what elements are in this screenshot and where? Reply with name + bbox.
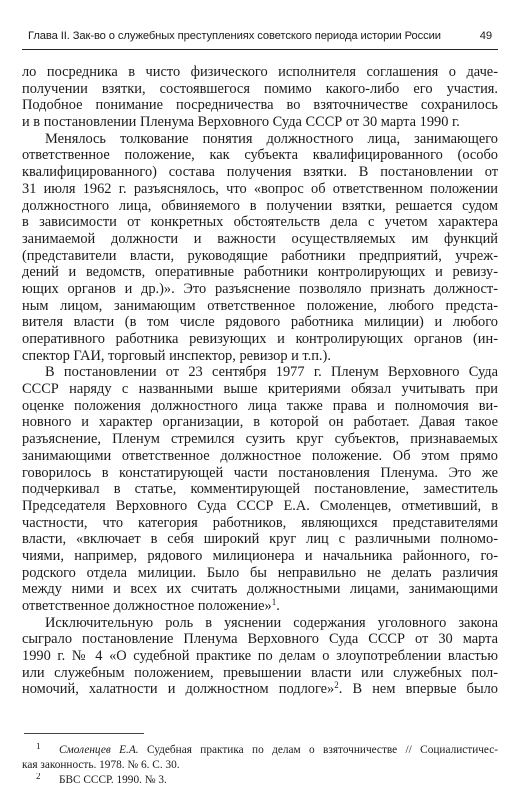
text-line: занимающими ответственное должностное положение. Об этом прямо xyxy=(22,447,498,464)
text-line: подчеркивал в статье, комментирующей постановление, заместитель xyxy=(22,481,498,498)
header-rule xyxy=(22,49,498,50)
footnotes xyxy=(22,743,498,788)
text-line: 1990 г. № 4 «О судебной практике по делам о злоупотреблении властью xyxy=(22,648,498,665)
text-line: ющих органов и др.)». Это разъяснение позволяло признать должност- xyxy=(22,280,498,297)
text-line: 31 июля 1962 г. разъяснялось, что «вопрос об ответственном положении xyxy=(22,180,498,197)
text-line: получении взятки, состоявшегося помимо какого-либо его участия. xyxy=(22,80,498,97)
footnote-reference: 1 xyxy=(271,598,277,607)
text-line: родского отдела милиции. Было бы неправильно не делать различия xyxy=(22,564,498,581)
footnote: 1 Смоленцев Е.А. Судебная практика по делам о взяточничестве // Социалистичес- xyxy=(36,743,498,756)
paragraph xyxy=(22,615,498,698)
text-line: вителя власти (в том числе рядового работника милиции) и любого xyxy=(22,314,498,331)
footnote-reference: 2 xyxy=(334,681,339,691)
text-line: ответственное положение, как субъекта квалифицированного (особо xyxy=(22,147,498,164)
text-line-content: В нем впервые было xyxy=(352,681,498,698)
paragraph xyxy=(22,131,498,365)
text-line-content: ответственное должностное положение» xyxy=(22,598,272,614)
text-line: ным лицом, занимающим ответственное положение, любого предста- xyxy=(22,297,498,314)
text-line: Исключительную роль в уяснении содержания уголовного закона xyxy=(45,614,498,631)
text-line: ответственное должностное положение»$^1$. xyxy=(22,598,280,614)
footnote-text: БВС СССР. 1990. № 3. xyxy=(59,774,167,786)
text-line: сыграло постановление Пленума Верховного Суда СССР от 30 марта xyxy=(22,631,498,648)
text-line: ло посредника в чисто физического исполнителя соглашения о даче- xyxy=(22,64,498,80)
text-line: оценке положения должностного лица также права и полномочия ви- xyxy=(22,397,498,414)
text-line: между ними и всех их считать должностными лицами, занимающими xyxy=(22,581,498,598)
running-head xyxy=(28,30,492,48)
text-line: СССР наряду с названными выше критериями обязал учитывать при xyxy=(22,381,498,398)
footnote-author: Смоленцев Е.А. xyxy=(59,744,139,756)
text-line: (представители власти, руководящие работники предприятий, учреж- xyxy=(22,247,498,264)
page-number: 49 xyxy=(479,30,492,42)
body-text xyxy=(22,64,498,698)
text-line: спектор ГАИ, торговый инспектор, ревизор и т.п.). xyxy=(22,347,331,364)
text-line: или служебным положением, превышении власти или служебных пол- xyxy=(22,664,498,681)
running-head-title: Глава II. Зак-во о служебных преступлениях советского периода истории России xyxy=(28,30,441,42)
footnote-text: Судебная практика по делам о взяточничестве // Социалистичес- xyxy=(146,744,498,756)
text-line: оперативного работника ревизующих и контролирующих органов (ин- xyxy=(22,331,498,347)
footnote: 2 БВС СССР. 1990. № 3. xyxy=(36,773,167,786)
text-line: власти, «включает в себя широкий круг лиц с различными полномо- xyxy=(22,531,498,548)
text-line: новного и характер организации, в которой он работает. Давая такое xyxy=(22,414,498,431)
text-line: частности, что категория работников, являющихся представителями xyxy=(22,514,498,531)
text-line: должностного лица, обвиняемого в получении взятки, решается судом xyxy=(22,197,498,214)
text-line: дений и ведомств, оперативные работники контролирующих и ревизу- xyxy=(22,264,498,281)
text-line: разъяснение, Пленум стремился сузить круг субъектов, признаваемых xyxy=(22,431,498,448)
footnote-continuation: кая законность. 1978. № 6. С. 30. xyxy=(22,759,180,771)
paragraph xyxy=(22,364,498,614)
text-line: В постановлении от 23 сентября 1977 г. Пленум Верховного Суда xyxy=(45,364,498,381)
text-line: и в постановлении Пленума Верховного Суда СССР от 30 марта 1990 г. xyxy=(22,114,460,131)
text-line: в зависимости от конкретных обстоятельств дела с учетом характера xyxy=(22,214,498,231)
text-line: Менялось толкование понятия должностного лица, занимающего xyxy=(45,130,498,147)
text-line: квалифицированного) состава получения взятки. В постановлении от xyxy=(22,164,498,181)
text-line: чиями, например, рядового милиционера и начальника районного, го- xyxy=(22,547,498,564)
text-line-content: номочий, халатности и должностном подлоге» xyxy=(22,681,335,698)
paragraph xyxy=(22,64,498,131)
text-line: Председателя Верховного Суда СССР Е.А. Смоленцев, отметивший, в xyxy=(22,497,498,514)
text-line: занимаемой должности и важности осуществляемых им функций xyxy=(22,230,498,247)
text-line: номочий, халатности и должностном подлоге»$^2$. В нем впервые было xyxy=(22,681,498,698)
text-line: Подобное понимание посредничества во взяточничестве сохранилось xyxy=(22,97,498,114)
text-line: говорилось в констатирующей части постановления Пленума. Это же xyxy=(22,464,498,481)
footnote-rule xyxy=(24,733,144,734)
